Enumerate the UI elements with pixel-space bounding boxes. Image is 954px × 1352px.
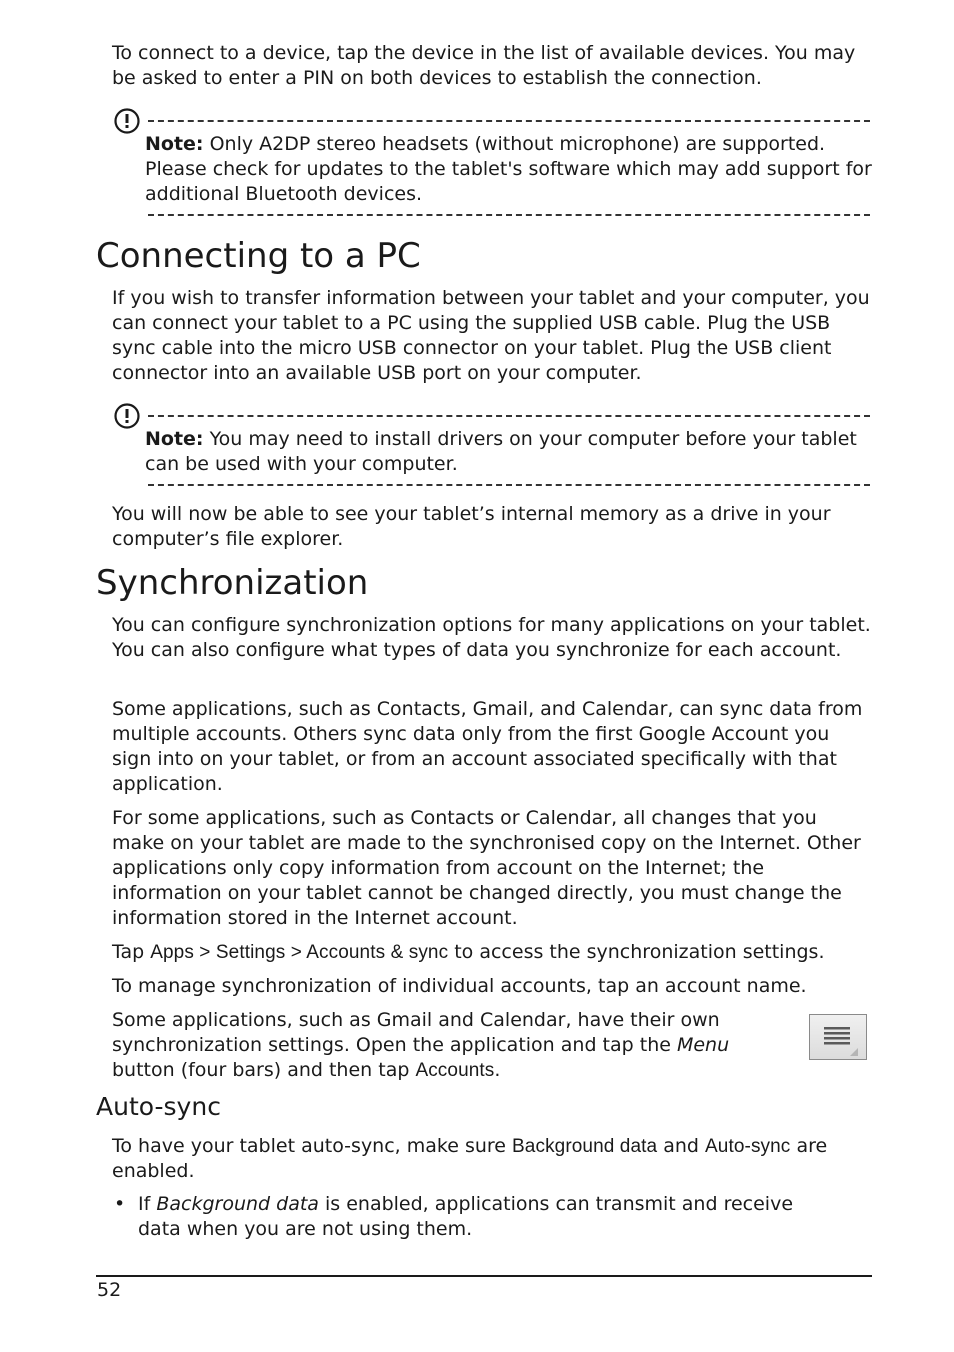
note-divider-bottom bbox=[148, 484, 870, 486]
page-number: 52 bbox=[97, 1279, 122, 1301]
sync-paragraph-5: To manage synchronization of individual accounts, tap an account name. bbox=[112, 975, 807, 997]
note-label: Note: bbox=[145, 133, 204, 155]
section-heading-sync: Synchronization bbox=[96, 563, 369, 603]
section-heading-pc: Connecting to a PC bbox=[96, 236, 421, 276]
menu-path: Apps > Settings > Accounts & sync bbox=[150, 942, 449, 963]
sync-paragraph-3: For some applications, such as Contacts or Calendar, all changes that you make on your tablet are made to the synchronised copy on the Internet. Other applications only copy information from account on the Internet; the information on your tablet cannot be changed directly, you must change the information stored in the Internet account. bbox=[112, 807, 861, 929]
pc-paragraph: If you wish to transfer information between your tablet and your computer, you can connect your tablet to a PC using the supplied USB cable. Plug the USB sync cable into the micro USB connector on your tablet. Plug the USB client connector into an available USB port on your computer. bbox=[112, 287, 870, 384]
autosync-paragraph: To have your tablet auto-sync, make sure Background data and Auto-sync are enabled. bbox=[112, 1135, 828, 1182]
subsection-heading-autosync: Auto-sync bbox=[96, 1092, 221, 1121]
note-text: Note: You may need to install drivers on your computer before your tablet can be used with your computer. bbox=[145, 428, 857, 475]
pc-after-paragraph: You will now be able to see your tablet’s internal memory as a drive in your computer’s file explorer. bbox=[112, 503, 831, 550]
note-divider-top bbox=[148, 120, 870, 122]
bullet-item: If Background data is enabled, applications can transmit and receive data when you are not using them. bbox=[138, 1193, 794, 1240]
note-icon bbox=[114, 108, 140, 134]
menu-button-icon bbox=[809, 1014, 867, 1060]
sync-paragraph-4: Tap Apps > Settings > Accounts & sync to access the synchronization settings. bbox=[112, 941, 825, 963]
bullet-mark: • bbox=[114, 1193, 126, 1215]
note-icon bbox=[114, 403, 140, 429]
note-label: Note: bbox=[145, 428, 204, 450]
sync-paragraph-1: You can configure synchronization options for many applications on your tablet. You can also configure what types of data you synchronize for each account. bbox=[112, 614, 871, 661]
note-divider-top bbox=[148, 415, 870, 417]
note-text: Note: Only A2DP stereo headsets (without microphone) are supported. Please check for updates to the tablet's software which may add support for additional Bluetooth devices. bbox=[145, 133, 872, 205]
sync-paragraph-2: Some applications, such as Contacts, Gmail, and Calendar, can sync data from multiple accounts. Others sync data only from the first Google Account you sign into on your tablet, or from an account associated specifically with that application. bbox=[112, 698, 863, 795]
sync-paragraph-6: Some applications, such as Gmail and Calendar, have their own synchronization settings. Open the application and tap the Menu button (four bars) and then tap Accounts. bbox=[112, 1009, 730, 1081]
intro-paragraph: To connect to a device, tap the device in the list of available devices. You may be asked to enter a PIN on both devices to establish the connection. bbox=[112, 42, 856, 89]
note-divider-bottom bbox=[148, 214, 870, 216]
footer-rule bbox=[96, 1275, 872, 1277]
